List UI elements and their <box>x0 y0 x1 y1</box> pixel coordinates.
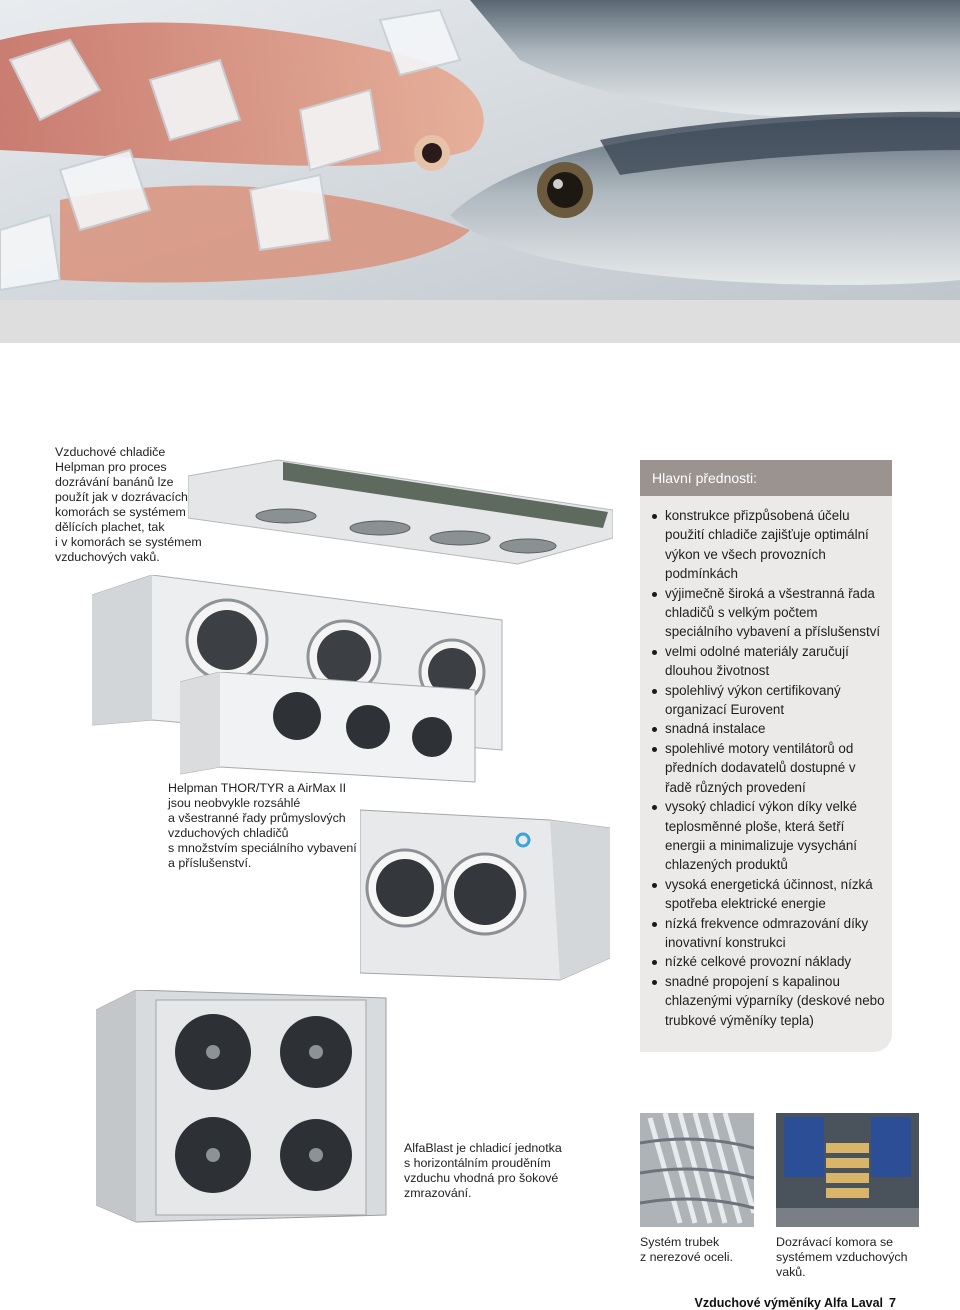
stainless-tubes-photo <box>640 1113 754 1227</box>
advantage-item: spolehlivé motory ventilátorů od předních dodavatelů dostupné v řadě různých provedení <box>640 739 892 797</box>
caption-ripening-room: Dozrávací komora se systémem vzduchových vaků. <box>776 1235 908 1279</box>
airmax-air-cooler-image <box>180 672 480 792</box>
page-number: 7 <box>889 1296 896 1310</box>
advantage-item: výjimečně široká a všestranná řada chladičů s velkým počtem speciálního vybavení a příslušenství <box>640 584 892 642</box>
caption-helpman-series: Helpman THOR/TYR a AirMax II jsou neobvykle rozsáhlé a všestranné řady průmyslových vzduchových chladičů s množstvím speciálního vybavení a příslušenství. <box>168 781 357 870</box>
ripening-room-photo <box>776 1113 919 1227</box>
caption-alfablast: AlfaBlast je chladicí jednotka s horizontálním prouděním vzduchu vhodná pro šokové zmrazování. <box>404 1141 562 1200</box>
caption-banana-ripening: Vzduchové chladiče Helpman pro proces dozrávání banánů lze použít jak v dozrávacích komorách se systémem dělících plachet, tak i v komorách se systémem vzduchových vaků. <box>55 445 202 564</box>
page-footer <box>689 1296 896 1310</box>
advantage-item: snadná instalace <box>640 719 892 738</box>
advantages-panel <box>640 460 892 1052</box>
advantage-item: konstrukce přizpůsobená účelu použití chladiče zajišťuje optimální výkon ve všech provozních podmínkách <box>640 506 892 584</box>
advantage-item: velmi odolné materiály zaručují dlouhou životnost <box>640 642 892 681</box>
advantage-item: vysoký chladicí výkon díky velké teplosměnné ploše, která šetří energii a minimalizuje vysychání chlazených produktů <box>640 797 892 875</box>
alfablast-unit-image <box>96 990 388 1240</box>
grey-band <box>0 300 960 343</box>
ceiling-air-cooler-image <box>188 458 613 573</box>
advantage-item: spolehlivý výkon certifikovaný organizací Eurovent <box>640 681 892 720</box>
advantage-item: vysoká energetická účinnost, nízká spotřeba elektrické energie <box>640 875 892 914</box>
two-fan-air-cooler-image <box>360 808 610 993</box>
footer-title: Vzduchové výměníky Alfa Laval <box>694 1296 884 1310</box>
hero-fish-photo <box>0 0 960 300</box>
advantage-item: nízké celkové provozní náklady <box>640 952 892 971</box>
advantages-title: Hlavní přednosti: <box>640 460 892 496</box>
advantages-list <box>640 496 892 1030</box>
advantage-item: snadné propojení s kapalinou chlazenými výparníky (deskové nebo trubkové výměníky tepla) <box>640 972 892 1030</box>
advantage-item: nízká frekvence odmrazování díky inovativní konstrukci <box>640 914 892 953</box>
caption-tube-system: Systém trubek z nerezové oceli. <box>640 1235 733 1264</box>
